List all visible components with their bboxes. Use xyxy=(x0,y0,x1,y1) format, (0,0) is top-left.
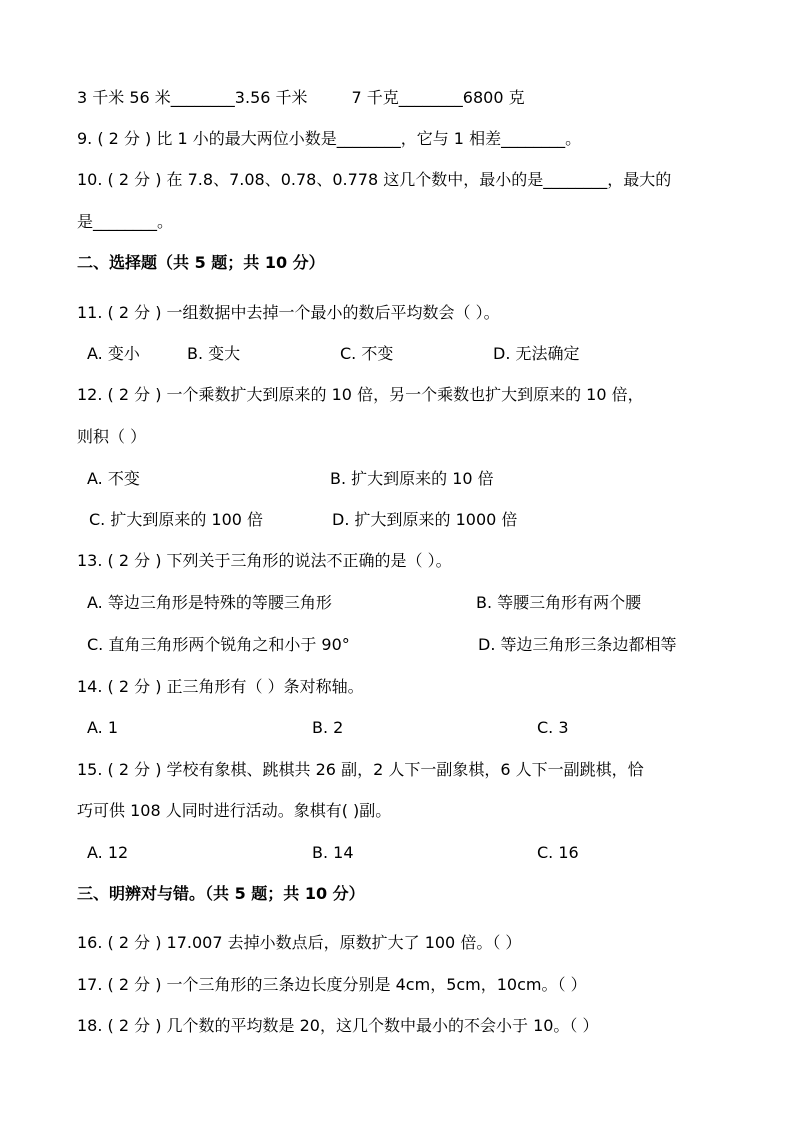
question-12-line2: 则积（ ） xyxy=(77,427,147,446)
question-8-continued xyxy=(77,88,525,108)
q12-option-d: D. 扩大到原来的 1000 倍 xyxy=(332,510,518,529)
question-12-line1: 12. ( 2 分 ) 一个乘数扩大到原来的 10 倍，另一个乘数也扩大到原来的 10 倍， xyxy=(77,385,644,404)
q13-option-d: D. 等边三角形三条边都相等 xyxy=(478,635,677,654)
q11-option-c: C. 不变 xyxy=(340,344,394,363)
question-17: 17. ( 2 分 ) 一个三角形的三条边长度分别是 4cm，5cm，10cm。（ ） xyxy=(77,975,587,994)
compare-item-a: 3 千米 56 米________3.56 千米 xyxy=(77,88,308,107)
question-10-line2: 是________。 xyxy=(77,212,174,231)
question-16: 16. ( 2 分 ) 17.007 去掉小数点后，原数扩大了 100 倍。（ ） xyxy=(77,933,522,952)
section-2-heading: 二、选择题（共 5 题；共 10 分） xyxy=(77,253,325,272)
q15-option-c: C. 16 xyxy=(537,843,579,862)
question-15-line2: 巧可供 108 人同时进行活动。象棋有( )副。 xyxy=(77,801,392,820)
q15-option-b: B. 14 xyxy=(312,843,354,862)
q11-option-a: A. 变小 xyxy=(87,344,140,363)
q14-option-b: B. 2 xyxy=(312,718,344,737)
compare-item-b: 7 千克________6800 克 xyxy=(351,88,525,107)
question-10-line1: 10. ( 2 分 ) 在 7.8、7.08、0.78、0.778 这几个数中，最小的是________，最大的 xyxy=(77,170,672,189)
question-14-stem: 14. ( 2 分 ) 正三角形有（ ）条对称轴。 xyxy=(77,677,364,696)
q11-option-d: D. 无法确定 xyxy=(493,344,580,363)
q13-option-a: A. 等边三角形是特殊的等腰三角形 xyxy=(87,593,332,612)
q12-option-c: C. 扩大到原来的 100 倍 xyxy=(89,510,264,529)
question-15-line1: 15. ( 2 分 ) 学校有象棋、跳棋共 26 副，2 人下一副象棋，6 人下一副跳棋，恰 xyxy=(77,760,644,779)
q12-option-a: A. 不变 xyxy=(87,469,140,488)
q14-option-a: A. 1 xyxy=(87,718,119,737)
q13-option-b: B. 等腰三角形有两个腰 xyxy=(476,593,642,612)
q13-option-c: C. 直角三角形两个锐角之和小于 90° xyxy=(87,635,350,654)
q15-option-a: A. 12 xyxy=(87,843,129,862)
question-18: 18. ( 2 分 ) 几个数的平均数是 20，这几个数中最小的不会小于 10。（ ） xyxy=(77,1016,599,1035)
section-3-heading: 三、明辨对与错。（共 5 题；共 10 分） xyxy=(77,884,365,903)
question-13-stem: 13. ( 2 分 ) 下列关于三角形的说法不正确的是（ ）。 xyxy=(77,551,452,570)
q12-option-b: B. 扩大到原来的 10 倍 xyxy=(330,469,494,488)
question-11-stem: 11. ( 2 分 ) 一组数据中去掉一个最小的数后平均数会（ ）。 xyxy=(77,303,500,322)
q14-option-c: C. 3 xyxy=(537,718,569,737)
question-9: 9. ( 2 分 ) 比 1 小的最大两位小数是________，它与 1 相差________。 xyxy=(77,129,582,148)
q11-option-b: B. 变大 xyxy=(187,344,241,363)
